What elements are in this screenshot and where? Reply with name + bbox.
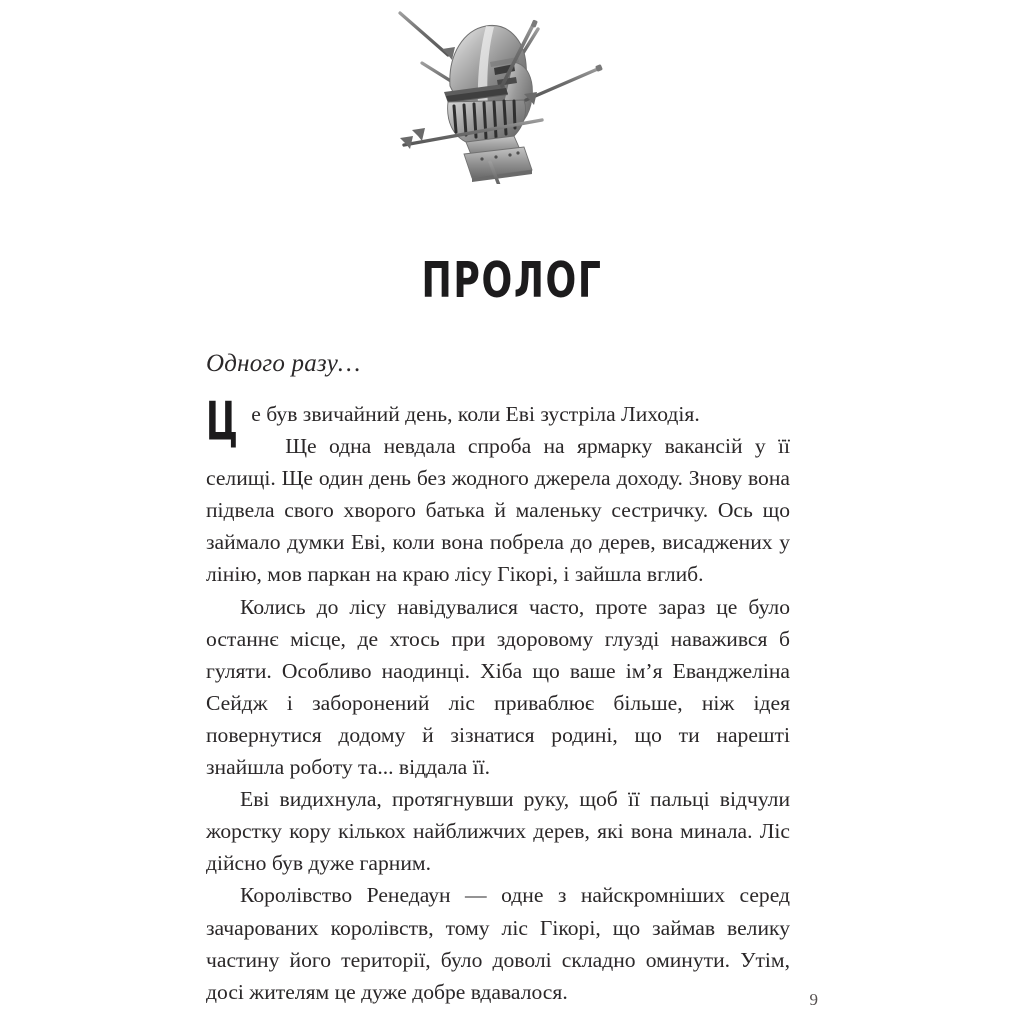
page-number: 9: [809, 990, 818, 1009]
paragraph-1: [206, 391, 790, 452]
paragraph-1-text: е був звичайний день, коли Еві зустріла Лиходія.: [251, 402, 700, 426]
paragraph-2: Ще одна невдала спроба на ярмарку вакансій у її селищі. Ще один день без жодного джерела доходу. Знову вона підвела свого хворого батька й маленьку сестричку. Ось що займало думки Еві, коли вона побрела до дерев, висаджених у лінію, мов паркан на краю лісу Гікорі, і зайшла вглиб.: [206, 434, 790, 587]
paragraph-5: Королівство Ренедаун — одне з найскромніших серед зачарованих королівств, тому ліс Гікорі, що займав велику частину його території, було доволі складно оминути. Утім, досі жителям це дуже добре вдавалося.: [206, 883, 790, 1004]
body-copy: [206, 391, 790, 1008]
knight-helmet-illustration: [382, 2, 610, 184]
drop-cap: Ц: [206, 391, 238, 452]
chapter-title: ПРОЛОГ: [421, 251, 603, 309]
arrow-nocks: [531, 19, 603, 71]
chapter-text-block: [206, 348, 790, 1008]
opening-line: Одного разу…: [206, 350, 361, 377]
paragraph-4: Еві видихнула, протягнувши руку, щоб її пальці відчули жорстку кору кількох найближчих дерев, які вона минала. Ліс дійсно був дуже гарним.: [206, 787, 790, 876]
paragraph-3: Колись до лісу навідувалися часто, проте зараз це було останнє місце, де хтось при здоровому глузді наважився б гуляти. Особливо наодинці. Хіба що ваше ім’я Еванджеліна Сейдж і заборонений ліс приваблює більше, ніж ідея повернутися додому й зізнатися родині, що ти нарешті знайшла роботу та... віддала її.: [206, 594, 790, 780]
